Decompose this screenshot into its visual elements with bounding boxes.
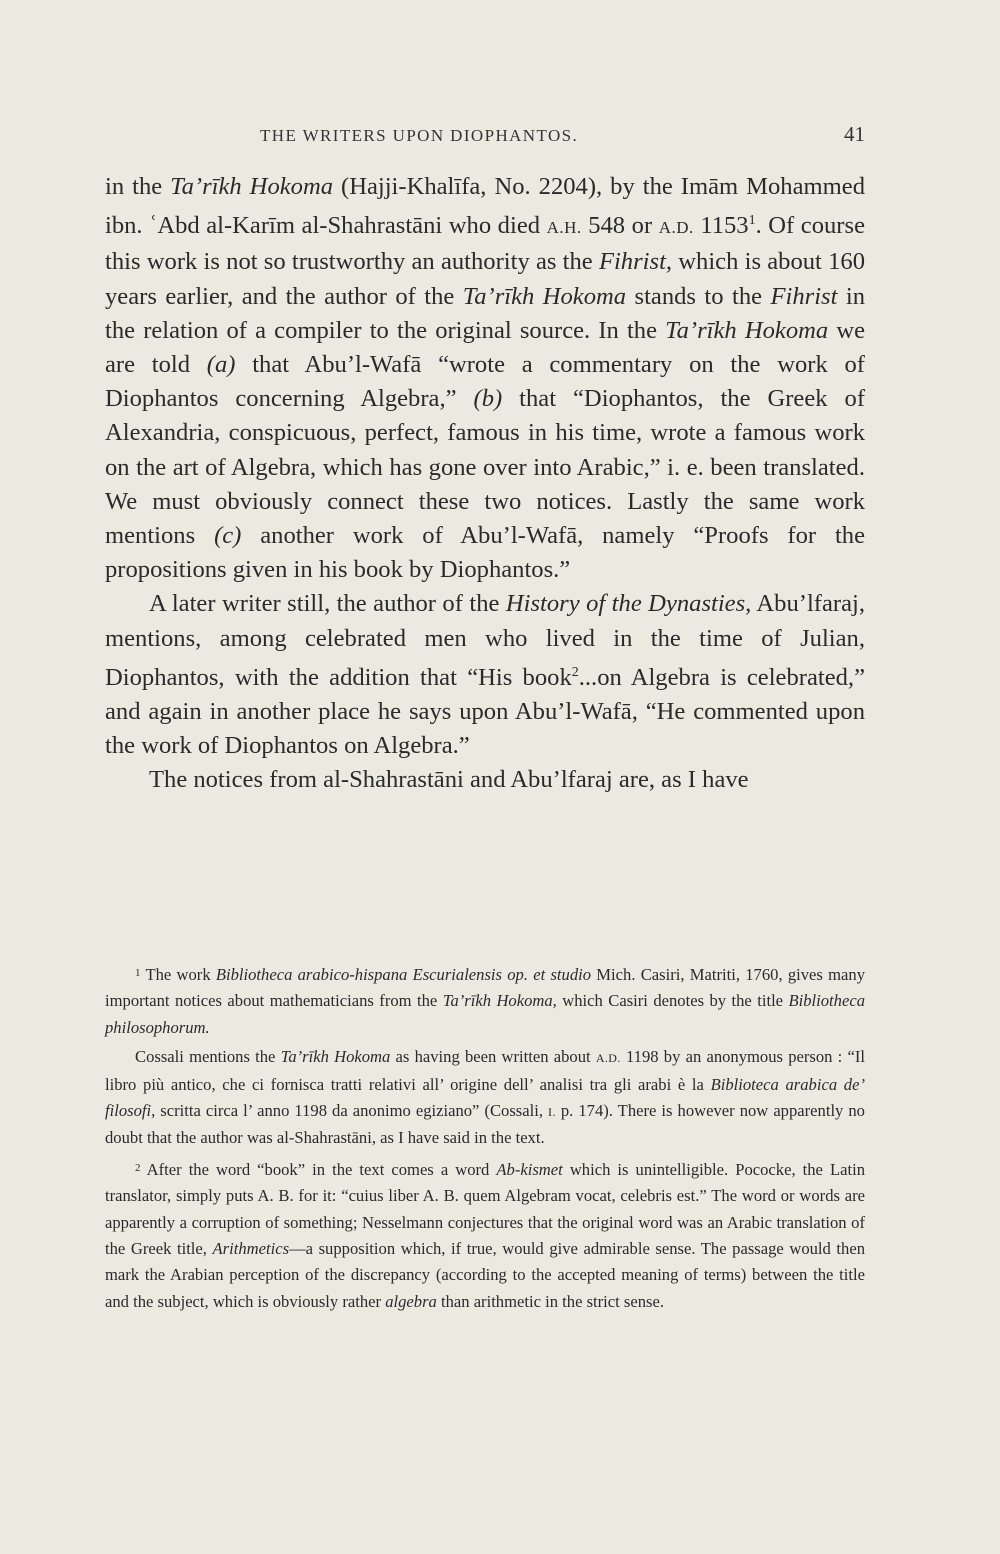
paragraph: The notices from al-Shahrastāni and Abu’lfaraj are, as I have bbox=[149, 766, 749, 794]
text-run: another work of Abu’l-Wafā, namely “Proofs for the propositions given in his book by Diophantos.” bbox=[105, 522, 866, 584]
foreign-word: Ab-kismet bbox=[496, 1159, 563, 1179]
text-run: (Hajji-Khalīfa, No. 2204), by the Imām Mohammed ibn. ʿAbd al-Karīm al-Shahrastāni who died bbox=[105, 173, 865, 240]
paragraph-continuation bbox=[105, 170, 865, 587]
text-run: Abu’lfaraj, mentions, among celebrated men who lived in the time of Julian, Diophantos, with the addition that “His book bbox=[105, 590, 865, 691]
text-run: which is about 160 years earlier, and the author of the bbox=[105, 248, 865, 310]
footnotes bbox=[105, 960, 865, 1318]
enum-marker: (a) bbox=[206, 351, 236, 379]
era-abbrev: A.D. bbox=[595, 1051, 621, 1066]
footnote-1-continuation bbox=[105, 1044, 865, 1152]
text-run: which Casiri denotes by the title bbox=[556, 991, 789, 1011]
title-italic: Ta’rīkh Hokoma, bbox=[442, 991, 557, 1011]
title-italic: Ta’rīkh Hokoma bbox=[170, 173, 334, 200]
text-run: After the word “book” in the text comes a word bbox=[140, 1159, 497, 1179]
era-abbrev: A.H. bbox=[546, 218, 582, 238]
text-run: Mich. Casiri, Matriti, 1760, gives many important notices about mathematicians from the bbox=[105, 965, 865, 1011]
text-run: that Abu’l-Wafā “wrote a commentary on the work of Diophantos concerning Algebra,” bbox=[105, 351, 865, 413]
text-run: . Of course this work is not so trustworthy an authority as the bbox=[105, 212, 865, 276]
title-italic: History of the Dynasties, bbox=[505, 590, 752, 618]
footnote-ref-2: 2 bbox=[571, 664, 579, 680]
volume-numeral: I. bbox=[548, 1105, 556, 1120]
title-italic: Fihrist bbox=[770, 282, 838, 310]
title-italic: Ta’rīkh Hokoma bbox=[280, 1047, 391, 1067]
title-italic: Ta’rīkh Hokoma bbox=[665, 316, 829, 344]
footnote-2 bbox=[105, 1155, 865, 1315]
page-header bbox=[200, 124, 865, 152]
paragraph bbox=[105, 587, 865, 763]
page-number: 41 bbox=[844, 122, 865, 146]
footnote-number: 1 bbox=[135, 967, 141, 979]
text-run: which is unintelligible. Pococke, the Latin translator, simply puts A. B. for it: “cuius liber A. B. quem Algebram vocat, celebris est.” The word or words are apparently a corruption of something; Nesselmann conjectures that the original word was an Arabic translation of the Greek title, bbox=[105, 1159, 865, 1259]
running-head: THE WRITERS UPON DIOPHANTOS. bbox=[260, 126, 579, 145]
text-run: A later writer still, the author of the bbox=[149, 590, 506, 618]
text-run: p. 174). There is however now apparently no doubt that the author was al-Shahrastāni, as I have said in the text. bbox=[105, 1101, 865, 1148]
footnote-number: 2 bbox=[135, 1161, 141, 1174]
text-run: stands to the bbox=[626, 282, 771, 310]
text-run: 1198 by an anonymous person : “Il libro più antico, che ci fornisca tratti relativi all’ origine dell’ analisi tra gli arabi è la bbox=[105, 1047, 865, 1094]
text-run: as having been written about bbox=[390, 1047, 596, 1067]
footnote-1 bbox=[105, 960, 865, 1041]
title-italic: Ta’rīkh Hokoma bbox=[462, 282, 627, 310]
enum-marker: (b) bbox=[473, 385, 503, 413]
title-italic: Fihrist, bbox=[598, 248, 673, 276]
text-run: in the bbox=[105, 173, 171, 200]
body-text bbox=[105, 170, 865, 798]
title-italic: Bibliotheca philosophorum. bbox=[105, 991, 865, 1037]
era-abbrev: A.D. bbox=[658, 218, 694, 238]
text-run: we are told bbox=[105, 316, 866, 379]
title-italic: Arithmetics bbox=[212, 1239, 290, 1259]
text-run: in the relation of a compiler to the original source. In the bbox=[105, 282, 865, 344]
title-italic: Bibliotheca arabico-hispana Escurialensis op. et studio bbox=[215, 965, 592, 984]
text-run: Cossali mentions the bbox=[135, 1047, 281, 1067]
text-run: scritta circa l’ anno 1198 da anonimo egiziano” (Cossali, bbox=[155, 1101, 549, 1121]
enum-marker: (c) bbox=[214, 522, 242, 550]
text-run: ...on Algebra is celebrated,” and again in another place he says upon Abu’l-Wafā, “He commented upon the work of Diophantos on Algebra.” bbox=[105, 663, 865, 760]
title-italic: Biblioteca arabica de’ filosofi, bbox=[105, 1074, 865, 1121]
footnote-ref-1: 1 bbox=[748, 213, 756, 229]
text-run: The work bbox=[140, 965, 216, 984]
text-run: that “Diophantos, the Greek of Alexandria, conspicuous, perfect, famous in his time, wrote a famous work on the art of Algebra, which has gone over into Arabic,” i. e. been translated. We must obviously connect these two notices. Lastly the same work mentions bbox=[105, 385, 866, 550]
text-run: —a supposition which, if true, would give admirable sense. The passage would then mark the Arabian perception of the discrepancy (according to the accepted meaning of terms) between the title and the subject, which is obviously rather bbox=[105, 1239, 865, 1311]
text-run: 548 or bbox=[581, 212, 659, 240]
text-run: 1153 bbox=[693, 212, 749, 240]
emphasis: algebra bbox=[385, 1291, 437, 1311]
text-run: than arithmetic in the strict sense. bbox=[436, 1291, 665, 1311]
